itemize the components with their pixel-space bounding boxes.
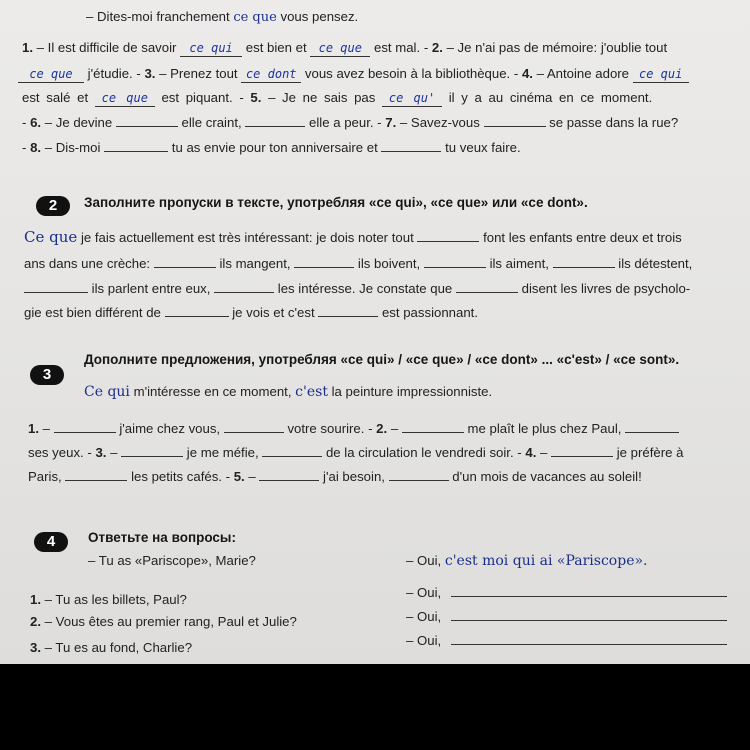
handwritten-answer: c'est <box>295 384 328 400</box>
text: votre sourire. - <box>287 421 373 436</box>
text: tu as envie pour ton anniversaire et <box>171 140 378 155</box>
item-number: 3. <box>144 66 156 81</box>
text: est mal. - <box>373 40 429 55</box>
answer-blank[interactable] <box>65 468 127 481</box>
ex2-line-2 <box>24 255 692 272</box>
text: les intéresse. Je constate que <box>277 281 453 296</box>
ex3-example <box>84 384 492 400</box>
exercise-2-title: Заполните пропуски в тексте, употребляя «ce qui», «ce que» или «ce dont». <box>84 195 588 210</box>
answer-blank[interactable] <box>262 444 322 457</box>
text: d'un mois de vacances au soleil! <box>452 469 642 484</box>
text: – Vous êtes au premier rang, Paul et Julie? <box>44 614 297 629</box>
item-number: 8. <box>30 140 42 155</box>
answer-blank[interactable] <box>382 90 442 107</box>
text: – Tu es au fond, Charlie? <box>44 640 193 655</box>
answer-blank[interactable] <box>259 468 319 481</box>
ex2-line-1 <box>24 229 682 246</box>
item-number: 7. <box>385 115 397 130</box>
item-number: 5. <box>233 469 245 484</box>
text: – Savez-vous <box>399 115 480 130</box>
handwritten-answer: ce qu' <box>388 91 436 105</box>
text: – Antoine adore <box>536 66 629 81</box>
text: - <box>22 140 27 155</box>
text: je vois et c'est <box>232 305 315 320</box>
text: – Je ne sais pas <box>268 90 376 105</box>
text: – <box>110 445 118 460</box>
answer-blank[interactable] <box>318 304 378 317</box>
item-number: 2. <box>431 40 443 55</box>
text: gie est bien différent de <box>24 305 161 320</box>
ex4-example-answer <box>406 553 648 569</box>
text: Paris, <box>28 469 62 484</box>
ex1-line-1 <box>22 40 667 57</box>
text: vous avez besoin à la bibliothèque. - <box>304 66 519 81</box>
answer-blank[interactable] <box>224 420 284 433</box>
answer-blank[interactable] <box>456 280 518 293</box>
answer-blank[interactable] <box>165 304 229 317</box>
answer-blank[interactable] <box>95 90 155 107</box>
handwritten-answer: ce que <box>318 41 362 55</box>
ex4-answer-3 <box>406 632 727 649</box>
answer-blank[interactable] <box>553 255 615 268</box>
text: – Il est difficile de savoir <box>36 40 177 55</box>
answer-blank[interactable] <box>389 468 449 481</box>
exercise-3-title: Дополните предложения, употребляя «ce qui» / «ce que» / «ce dont» ... «c'est» / «ce sont». <box>84 352 680 367</box>
text: – Dis-moi <box>44 140 101 155</box>
text: je préfère à <box>616 445 684 460</box>
ex3-line-1 <box>28 420 679 437</box>
answer-blank[interactable] <box>402 420 464 433</box>
handwritten-answer: ce dont <box>245 67 297 81</box>
answer-blank[interactable] <box>633 66 689 83</box>
text: est piquant. - <box>161 90 244 105</box>
item-number: 4. <box>525 445 537 460</box>
answer-blank[interactable] <box>154 255 216 268</box>
exercise-2-badge: 2 <box>36 196 70 216</box>
ex4-example-question: – Tu as «Pariscope», Marie? <box>88 553 256 568</box>
ex3-line-3 <box>28 468 642 485</box>
answer-blank[interactable] <box>241 66 301 83</box>
ex4-question-3 <box>30 640 192 656</box>
text: est passionnant. <box>381 305 479 320</box>
ex3-line-2 <box>28 444 683 461</box>
text: j'aime chez vous, <box>119 421 221 436</box>
exercise-3-badge: 3 <box>30 365 64 385</box>
handwritten-answer: ce que <box>101 91 148 105</box>
ex4-question-2 <box>30 614 297 630</box>
ex1-line-5 <box>22 139 521 156</box>
answer-blank[interactable] <box>18 66 84 83</box>
item-number: 1. <box>30 592 41 607</box>
text: – Prenez tout <box>159 66 238 81</box>
answer-blank[interactable] <box>417 229 479 242</box>
answer-blank[interactable] <box>121 444 183 457</box>
text: tu veux faire. <box>445 140 521 155</box>
text: – <box>390 421 399 436</box>
item-number: 1. <box>22 40 33 55</box>
text: est bien et <box>245 40 307 55</box>
ex4-question-1 <box>30 592 187 608</box>
answer-blank[interactable] <box>551 444 613 457</box>
item-number: 1. <box>28 421 39 436</box>
text: de la circulation le vendredi soir. - <box>325 445 522 460</box>
text: – Oui, <box>406 633 442 648</box>
text: – Tu as les billets, Paul? <box>44 592 187 607</box>
ex2-line-4 <box>24 304 478 321</box>
answer-blank[interactable] <box>424 255 486 268</box>
text: j'étudie. - <box>87 66 141 81</box>
exercise-4-badge: 4 <box>34 532 68 552</box>
answer-blank[interactable] <box>104 139 168 152</box>
item-number: 2. <box>30 614 41 629</box>
text: – <box>42 421 51 436</box>
ex2-line-3 <box>24 280 690 297</box>
ex4-answer-2 <box>406 608 727 625</box>
answer-blank[interactable] <box>625 420 679 433</box>
ex1-intro <box>86 9 358 26</box>
text: j'ai besoin, <box>323 469 385 484</box>
text: elle craint, <box>181 115 242 130</box>
ex1-intro-answer: ce que <box>233 10 277 25</box>
answer-line[interactable] <box>451 584 727 597</box>
item-number: 5. <box>250 90 262 105</box>
item-number: 4. <box>521 66 533 81</box>
handwritten-answer: ce qui <box>189 41 233 55</box>
answer-blank[interactable] <box>24 280 88 293</box>
text: les petits cafés. - <box>131 469 231 484</box>
text: ils parlent entre eux, <box>91 281 211 296</box>
item-number: 6. <box>30 115 42 130</box>
text: ils mangent, <box>219 256 291 271</box>
text: – Oui, <box>406 553 442 568</box>
answer-line[interactable] <box>451 632 727 645</box>
handwritten-answer: Ce qui <box>84 384 130 400</box>
text: disent les livres de psycholo- <box>521 281 691 296</box>
answer-blank[interactable] <box>381 139 441 152</box>
handwritten-answer: c'est moi qui ai «Pariscope». <box>444 553 648 569</box>
answer-blank[interactable] <box>54 420 116 433</box>
answer-blank[interactable] <box>116 114 178 127</box>
answer-blank[interactable] <box>180 40 242 57</box>
text: - <box>22 115 27 130</box>
ex4-answer-1 <box>406 584 727 601</box>
text: ans dans une crèche: <box>24 256 151 271</box>
item-number: 3. <box>30 640 41 655</box>
exercise-4-title: Ответьте на вопросы: <box>88 530 236 545</box>
text: ils boivent, <box>357 256 421 271</box>
text: ils détestent, <box>618 256 693 271</box>
item-number: 3. <box>95 445 107 460</box>
answer-blank[interactable] <box>294 255 354 268</box>
ex1-line-4 <box>22 114 678 131</box>
text: m'intéresse en ce moment, <box>133 384 292 399</box>
text: – Oui, <box>406 609 442 624</box>
answer-blank[interactable] <box>245 114 305 127</box>
answer-blank[interactable] <box>310 40 370 57</box>
text: font les enfants entre deux et trois <box>483 230 682 245</box>
answer-blank[interactable] <box>214 280 274 293</box>
ex1-intro-end: vous pensez. <box>280 9 359 24</box>
ex1-line-3 <box>22 90 652 107</box>
text: la peinture impressionniste. <box>331 384 493 399</box>
text: je fais actuellement est très intéressant: je dois noter tout <box>80 230 414 245</box>
text: – Je n'ai pas de mémoire: j'oublie tout <box>446 40 668 55</box>
answer-blank[interactable] <box>484 114 546 127</box>
answer-line[interactable] <box>451 608 727 621</box>
handwritten-answer: ce que <box>29 67 73 81</box>
ex1-intro-text: – Dites-moi franchement <box>86 9 230 24</box>
ex1-line-2 <box>18 66 689 83</box>
text: – <box>248 469 256 484</box>
text: – <box>540 445 548 460</box>
black-bottom-area <box>0 664 750 750</box>
text: ils aiment, <box>489 256 549 271</box>
text: ses yeux. - <box>28 445 92 460</box>
text: – Oui, <box>406 585 442 600</box>
text: – Je devine <box>44 115 113 130</box>
item-number: 2. <box>376 421 388 436</box>
text: il y a au cinéma en ce moment. <box>448 90 653 105</box>
text: se passe dans la rue? <box>549 115 679 130</box>
text: me plaît le plus chez Paul, <box>467 421 622 436</box>
text: je me méfie, <box>186 445 259 460</box>
text: est salé et <box>22 90 89 105</box>
text: elle a peur. - <box>309 115 382 130</box>
handwritten-answer: Ce que <box>24 228 78 246</box>
handwritten-answer: ce qui <box>638 67 683 81</box>
